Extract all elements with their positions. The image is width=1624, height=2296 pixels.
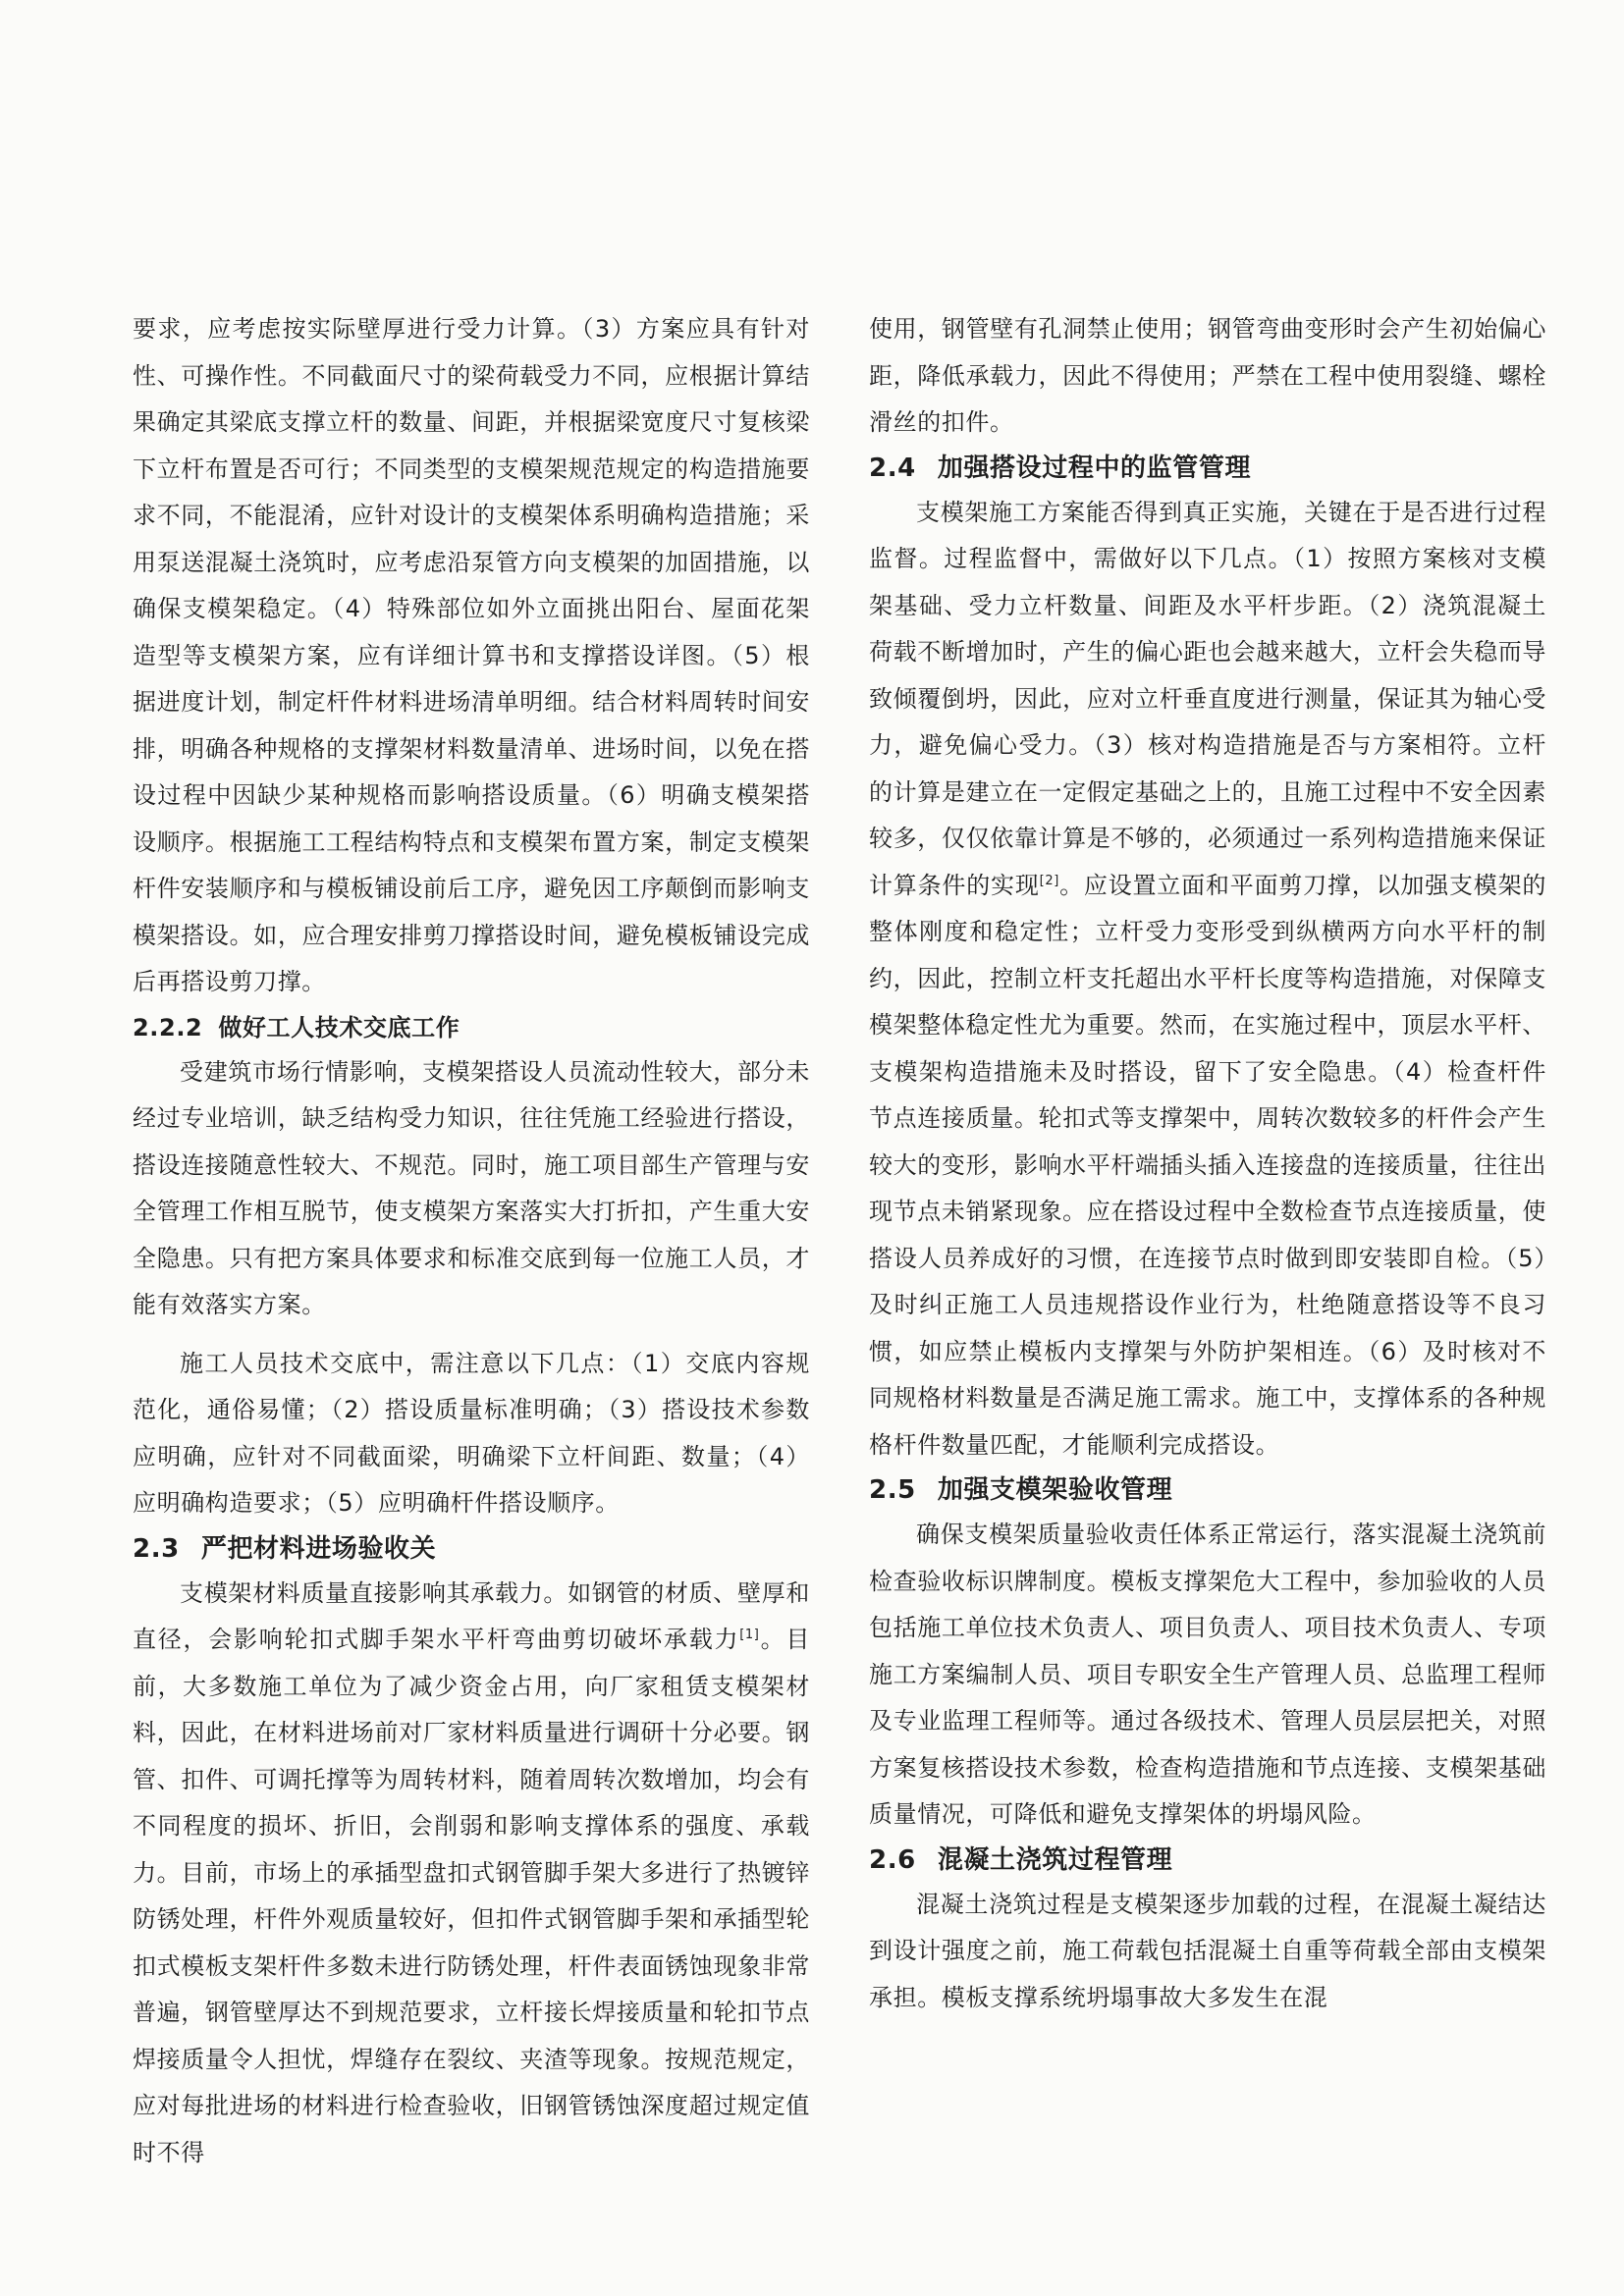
section-title: 加强搭设过程中的监管管理 [937, 453, 1252, 483]
section-heading-2-4 [869, 447, 1546, 490]
subsection-number: 2.2.2 [133, 1013, 203, 1041]
paragraph-text: 支模架施工方案能否得到真正实施，关键在于是否进行过程监督。过程监督中，需做好以下几点。（1）按照方案核对支模架基础、受力立杆数量、间距及水平杆步距。（2）浇筑混凝土荷载不断增加时，产生的偏心距也会越来越大，立杆会失稳而导致倾覆倒坍，因此，应对立杆垂直度进行测量，保证其为轴心受力，避免偏心受力。（3）核对构造措施是否与方案相符。立杆的计算是建立在一定假定基础之上的，且施工过程中不安全因素较多，仅仅依靠计算是不够的，必须通过一系列构造措施来保证计算条件的实现 [869, 498, 1546, 899]
citation-ref-2[interactable]: [2] [1039, 873, 1059, 888]
section-number: 2.5 [869, 1475, 916, 1505]
paragraph-material-inspection [133, 1571, 810, 2177]
section-number: 2.6 [869, 1844, 916, 1875]
section-number: 2.4 [869, 453, 916, 483]
subsection-title: 做好工人技术交底工作 [218, 1013, 460, 1041]
paragraph-text: 。目前，大多数施工单位为了减少资金占用，向厂家租赁支模架材料，因此，在材料进场前对厂家材料质量进行调研十分必要。钢管、扣件、可调托撑等为周转材料，随着周转次数增加，均会有不同程度的损坏、折旧，会削弱和影响支撑体系的强度、承载力。目前，市场上的承插型盘扣式钢管脚手架大多进行了热镀锌防锈处理，杆件外观质量较好，但扣件式钢管脚手架和承插型轮扣式模板支架杆件多数未进行防锈处理，杆件表面锈蚀现象非常普遍，钢管壁厚达不到规范要求，立杆接长焊接质量和轮扣节点焊接质量令人担忧，焊缝存在裂纹、夹渣等现象。按规范规定，应对每批进场的材料进行检查验收，旧钢管锈蚀深度超过规定值时不得 [133, 1626, 810, 2166]
paragraph-text: 。应设置立面和平面剪刀撑，以加强支模架的整体刚度和稳定性；立杆受力变形受到纵横两方向水平杆的制约，因此，控制立杆支托超出水平杆长度等构造措施，对保障支模架整体稳定性尤为重要。然而，在实施过程中，顶层水平杆、支模架构造措施未及时搭设，留下了安全隐患。（4）检查杆件节点连接质量。轮扣式等支撑架中，周转次数较多的杆件会产生较大的变形，影响水平杆端插头插入连接盘的连接质量，往往出现节点未销紧现象。应在搭设过程中全数检查节点连接质量，使搭设人员养成好的习惯，在连接节点时做到即安装即自检。（5）及时纠正施工人员违规搭设作业行为，杜绝随意搭设等不良习惯，如应禁止模板内支撑架与外防护架相连。（6）及时核对不同规格材料数量是否满足施工需求。施工中，支撑体系的各种规格杆件数量匹配，才能顺利完成搭设。 [869, 871, 1547, 1459]
subsection-heading-2-2-2 [133, 1006, 810, 1049]
right-column [869, 306, 1546, 2021]
section-title: 加强支模架验收管理 [937, 1475, 1173, 1505]
section-heading-2-3 [133, 1527, 810, 1571]
left-column [133, 306, 810, 2176]
section-heading-2-6 [869, 1839, 1546, 1882]
paragraph-text: 支模架材料质量直接影响其承载力。如钢管的材质、壁厚和直径，会影响轮扣式脚手架水平杆弯曲剪切破坏承载力 [133, 1578, 810, 1653]
section-heading-2-5 [869, 1468, 1546, 1512]
paragraph-worker-briefing: 受建筑市场行情影响，支模架搭设人员流动性较大，部分未经过专业培训，缺乏结构受力知识，往往凭施工经验进行搭设，搭设连接随意性较大、不规范。同时，施工项目部生产管理与安全管理工作相互脱节，使支模架方案落实大打折扣，产生重大安全隐患。只有把方案具体要求和标准交底到每一位施工人员，才能有效落实方案。 [133, 1057, 810, 1318]
paragraph-scheme-requirements: 要求，应考虑按实际壁厚进行受力计算。（3）方案应具有针对性、可操作性。不同截面尺寸的梁荷载受力不同，应根据计算结果确定其梁底支撑立杆的数量、间距，并根据梁宽度尺寸复核梁下立杆布置是否可行；不同类型的支模架规范规定的构造措施要求不同，不能混淆，应针对设计的支模架体系明确构造措施；采用泵送混凝土浇筑时，应考虑沿泵管方向支模架的加固措施，以确保支模架稳定。（4）特殊部位如外立面挑出阳台、屋面花架造型等支模架方案，应有详细计算书和支撑搭设详图。（5）根据进度计划，制定杆件材料进场清单明细。结合材料周转时间安排，明确各种规格的支撑架材料数量清单、进场时间，以免在搭设过程中因缺少某种规格而影响搭设质量。（6）明确支模架搭设顺序。根据施工工程结构特点和支模架布置方案，制定支模架杆件安装顺序和与模板铺设前后工序，避免因工序颠倒而影响支模架搭设。如，应合理安排剪刀撑搭设时间，避免模板铺设完成后再搭设剪刀撑。 [133, 315, 810, 995]
paragraph-acceptance-management: 确保支模架质量验收责任体系正常运行，落实混凝土浇筑前检查验收标识牌制度。模板支撑架危大工程中，参加验收的人员包括施工单位技术负责人、项目负责人、项目技术负责人、专项施工方案编制人员、项目专职安全生产管理人员、总监理工程师及专业监理工程师等。通过各级技术、管理人员层层把关，对照方案复核搭设技术参数，检查构造措施和节点连接、支模架基础质量情况，可降低和避免支撑架体的坍塌风险。 [869, 1521, 1546, 1828]
paragraph-briefing-points: 施工人员技术交底中，需注意以下几点：（1）交底内容规范化，通俗易懂；（2）搭设质量标准明确；（3）搭设技术参数应明确，应针对不同截面梁，明确梁下立杆间距、数量；（4）应明确构造要求；（5）应明确杆件搭设顺序。 [133, 1349, 810, 1517]
section-number: 2.3 [133, 1533, 180, 1564]
citation-ref-1[interactable]: [1] [739, 1628, 760, 1642]
paragraph-concrete-pouring: 混凝土浇筑过程是支模架逐步加载的过程，在混凝土凝结达到设计强度之前，施工荷载包括混凝土自重等荷载全部由支模架承担。模板支撑系统坍塌事故大多发生在混 [869, 1890, 1546, 2011]
paragraph-process-supervision [869, 490, 1546, 1469]
paragraph-steel-pipe-use: 使用，钢管壁有孔洞禁止使用；钢管弯曲变形时会产生初始偏心距，降低承载力，因此不得使用；严禁在工程中使用裂缝、螺栓滑丝的扣件。 [869, 315, 1546, 436]
section-title: 严把材料进场验收关 [200, 1533, 437, 1564]
section-title: 混凝土浇筑过程管理 [937, 1844, 1173, 1875]
